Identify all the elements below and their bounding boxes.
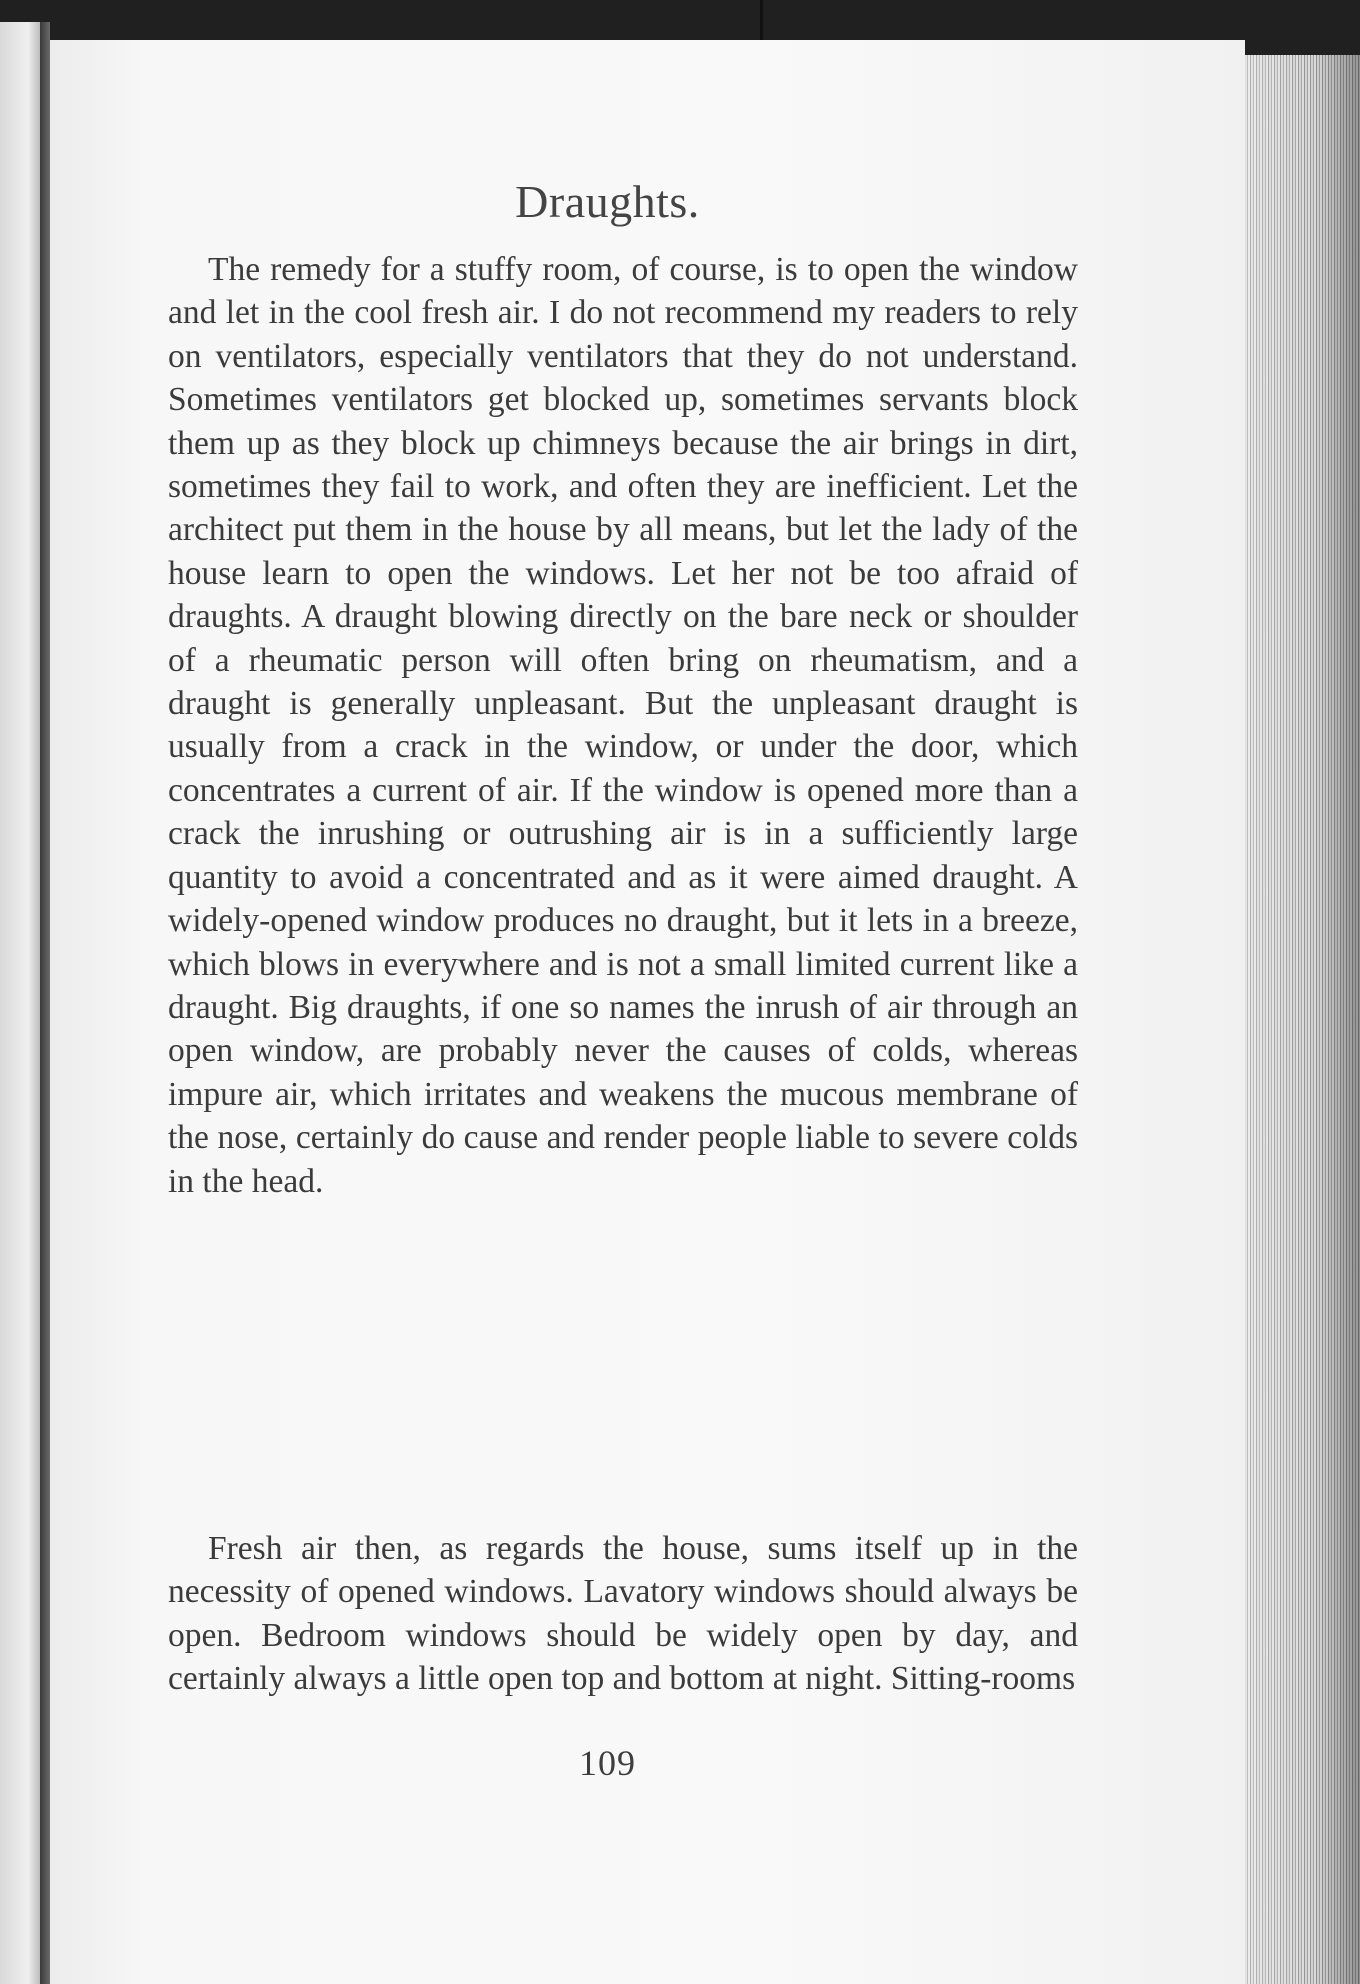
book-gutter — [40, 22, 50, 1984]
book-page — [50, 40, 1245, 1984]
page-number: 109 — [579, 1743, 636, 1783]
previous-page-edge — [0, 22, 40, 1984]
page-heading: Draughts. — [515, 176, 700, 227]
body-paragraph-2: Fresh air then, as regards the house, sums itself up in the necessity of opened windows. Lavatory windows should always be open. Bedroom windows should be widely open by day, and certainly always a little open top and bottom at night. Sitting-rooms — [168, 1530, 1078, 1698]
binding-mark — [760, 0, 763, 40]
body-paragraph-1: The remedy for a stuffy room, of course, is to open the window and let in the cool fresh air. I do not recommend my readers to rely on ventilators, especially ventilators that they do not understand. Sometimes ventilators get blocked up, sometimes servants block them up as they block up chimneys because the air brings in dirt, sometimes they fail to work, and often they are inefficient. Let the architect put them in the house by all means, but let the lady of the house learn to open the windows. Let her not be too afraid of draughts. A draught blowing directly on the bare neck or shoulder of a rheumatic person will often bring on rheumatism, and a draught is generally unpleasant. But the unpleasant draught is usually from a crack in the window, or under the door, which concentrates a current of air. If the window is opened more than a crack the inrushing or outrushing air is in a sufficiently large quantity to avoid a concentrated and as it were aimed draught. A widely-opened window produces no draught, but it lets in a breeze, which blows in everywhere and is not a small limited current like a draught. Big draughts, if one so names the inrush of air through an open window, are probably never the causes of colds, whereas impure air, which irritates and weakens the mucous membrane of the nose, certainly do cause and render people liable to severe colds in the head. — [168, 251, 1078, 1200]
page-block-shadow — [1245, 55, 1360, 1984]
